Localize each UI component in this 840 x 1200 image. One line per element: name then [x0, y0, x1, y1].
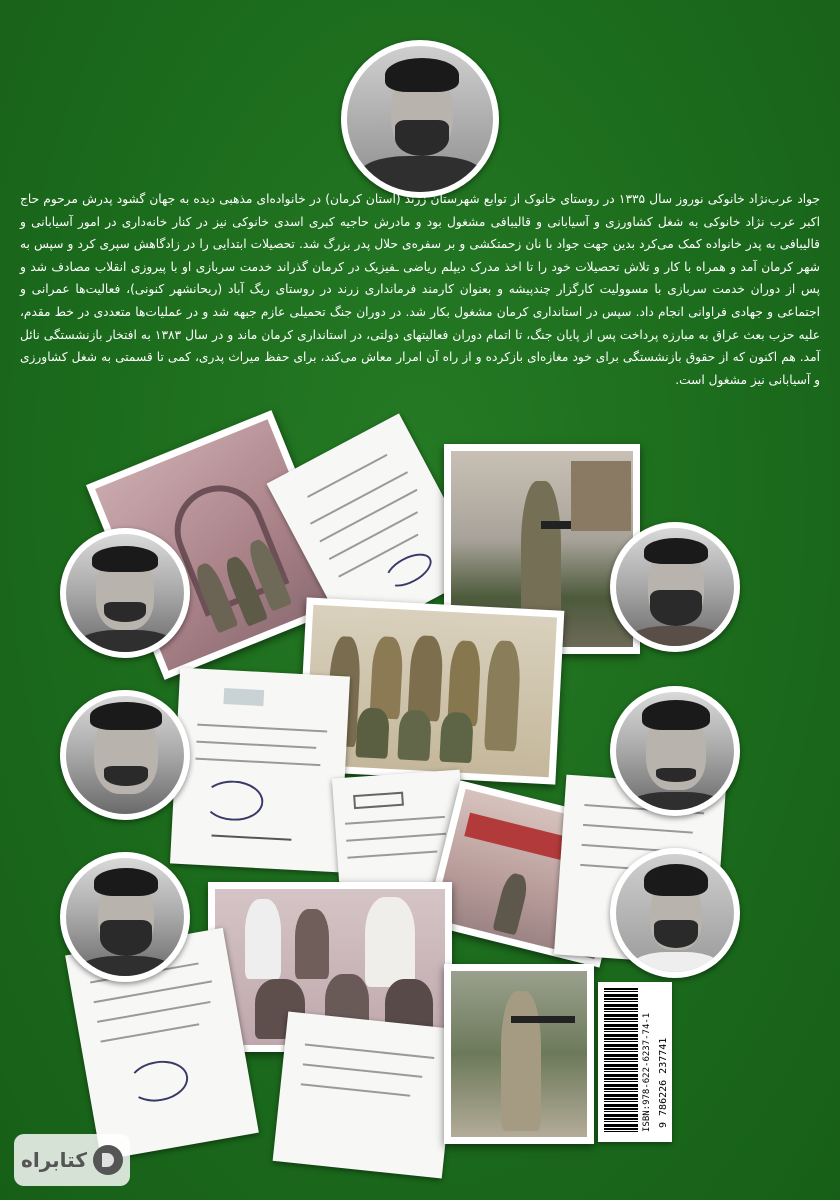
isbn-barcode	[598, 982, 672, 1142]
publisher-logo[interactable]	[14, 1134, 130, 1186]
main-portrait	[341, 40, 499, 198]
portrait-right-3	[610, 848, 740, 978]
publisher-name: کتابراه	[21, 1148, 87, 1172]
letter-document-6	[273, 1012, 458, 1179]
portrait-right-2	[610, 686, 740, 816]
portrait-left-1	[60, 528, 190, 658]
soldier-photo-2	[444, 964, 594, 1144]
portrait-right-1	[610, 522, 740, 652]
isbn-text: ISBN:978-622-6237-74-1	[642, 1012, 652, 1132]
portrait-left-2	[60, 690, 190, 820]
barcode-number: 9 786226 237741	[658, 1037, 669, 1128]
barcode-bars	[604, 988, 638, 1134]
portrait-left-3	[60, 852, 190, 982]
book-synopsis: جواد عرب‌نژاد خانوکی نوروز سال ۱۳۳۵ در روستای خانوک از توابع شهرستان زرند (استان کرمان) در خانواده‌ای مذهبی دیده به جهان گشود پدرش مرحوم حاج اکبر عرب نژاد خانوکی به شغل کشاورزی و آسیابانی و قالیبافی مشغول بود و مادرش حاجیه کبری اسدی خانوکی نیز در کنار خانه‌داری در امور آسیابانی و قالیبافی به پدر خانواده کمک می‌کرد بدین جهت جواد با نان زحمتکشی و بر سفره‌ی حلال پدر بزرگ شد. تحصیلات ابتدایی را در زادگاهش سپری کرد و سپس به شهر کرمان آمد و همراه با کار و تلاش تحصیلات خود را تا اخذ مدرک دیپلم ریاضی ـفیزیک در کرمان گذراند خدمت سربازی او با پیروزی انقلاب مصادف شد و پس از دوران خدمت سربازی با مسوولیت کارگزار چندپیشه و بعنوان کارمند فرمانداری زرند در روستای ریگ آباد (ریحانشهر کنونی)، فعالیت‌ها عمرانی و اجتماعی و جهادی فراوانی انجام داد. سپس در استانداری کرمان مشغول بکار شد. در دوران جنگ تحمیلی عازم جبهه شد و در عملیات‌ها متعددی در خط مقدم، علیه حزب بعث عراق به مبارزه پرداخت پس از پایان جنگ، تا اتمام دوران فعالیتهای دولتی، در استانداری کرمان ماند و در سال ۱۳۸۳ به افتخار بازنشستگی نائل آمد. هم اکنون که از حقوق بازنشستگی برای خود مغازه‌ای بازکرده و از راه آن امرار معاش می‌کند، برای حفظ میراث پدری، کمی تا قسمتی به شغل کشاورزی و آسیابانی نیز مشغول است.	[20, 192, 820, 387]
letter-document-2	[170, 668, 350, 873]
ketabrah-logo-icon	[93, 1145, 123, 1175]
